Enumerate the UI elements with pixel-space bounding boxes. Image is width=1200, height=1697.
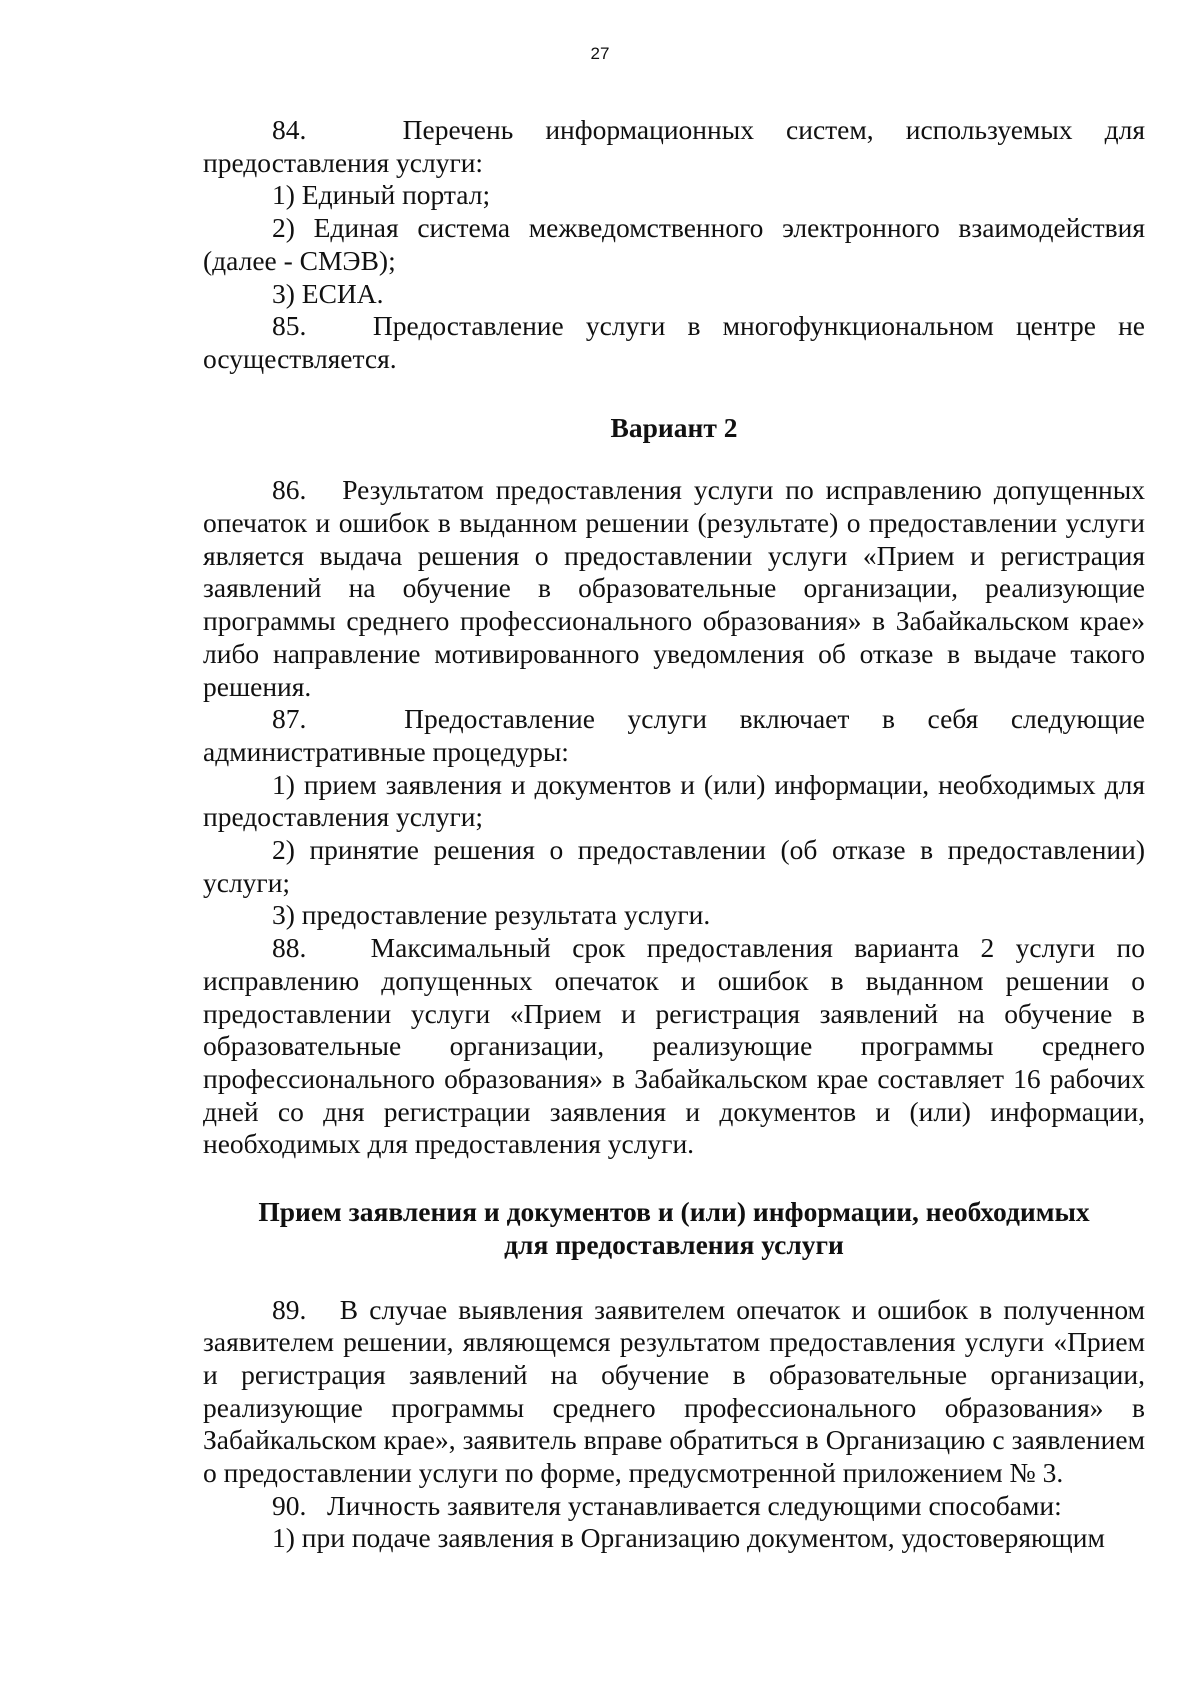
paragraph-84: 84. Перечень информационных систем, используемых для предоставления услуги: xyxy=(203,114,1145,178)
page-number: 27 xyxy=(590,44,610,63)
paragraph-88: 88. Максимальный срок предоставления варианта 2 услуги по исправлению допущенных опечаток и ошибок в выданном решении о предоставлении услуги «Прием и регистрация заявлений на обучение в образовательные организации, реализующие программы среднего профессионального образования» в Забайкальском крае составляет 16 рабочих дней со дня регистрации заявления и документов и (или) информации, необходимых для предоставления услуги. xyxy=(203,932,1145,1160)
paragraph-89: 89. В случае выявления заявителем опечаток и ошибок в полученном заявителем решении, являющемся результатом предоставления услуги «Прием и регистрация заявлений на обучение в образовательные организации, реализующие программы среднего профессионального образования» в Забайкальском крае», заявитель вправе обратиться в Организацию с заявлением о предоставлении услуги по форме, предусмотренной приложением № 3. xyxy=(203,1293,1145,1489)
section-heading-application xyxy=(203,1196,1145,1261)
section-heading-variant-2: Вариант 2 xyxy=(610,411,738,443)
heading-line-1: Прием заявления и документов и (или) информации, необходимых xyxy=(258,1196,1090,1228)
heading-line-2: для предоставления услуги xyxy=(504,1228,844,1260)
paragraph-85: 85. Предоставление услуги в многофункциональном центре не осуществляется. xyxy=(203,310,1145,374)
list-item-2: 2) Единая система межведомственного электронного взаимодействия (далее - СМЭВ); xyxy=(203,212,1145,276)
document-body xyxy=(203,114,1145,1555)
list-item-3: 3) ЕСИА. xyxy=(272,277,384,309)
paragraph-90: 90. Личность заявителя устанавливается следующими способами: xyxy=(272,1489,1062,1521)
procedure-item-3: 3) предоставление результата услуги. xyxy=(272,899,711,931)
identity-method-1: 1) при подаче заявления в Организацию документом, удостоверяющим xyxy=(272,1522,1105,1554)
paragraph-87: 87. Предоставление услуги включает в себя следующие административные процедуры: xyxy=(203,703,1145,767)
paragraph-86: 86. Результатом предоставления услуги по исправлению допущенных опечаток и ошибок в выданном решении (результате) о предоставлении услуги является выдача решения о предоставлении услуги «Прием и регистрация заявлений на обучение в образовательные организации, реализующие программы среднего профессионального образования» в Забайкальском крае» либо направление мотивированного уведомления об отказе в выдаче такого решения. xyxy=(203,474,1145,702)
procedure-item-2: 2) принятие решения о предоставлении (об отказе в предоставлении) услуги; xyxy=(203,834,1145,898)
list-item-1: 1) Единый портал; xyxy=(272,179,491,211)
procedure-item-1: 1) прием заявления и документов и (или) информации, необходимых для предоставления услуги; xyxy=(203,768,1145,833)
